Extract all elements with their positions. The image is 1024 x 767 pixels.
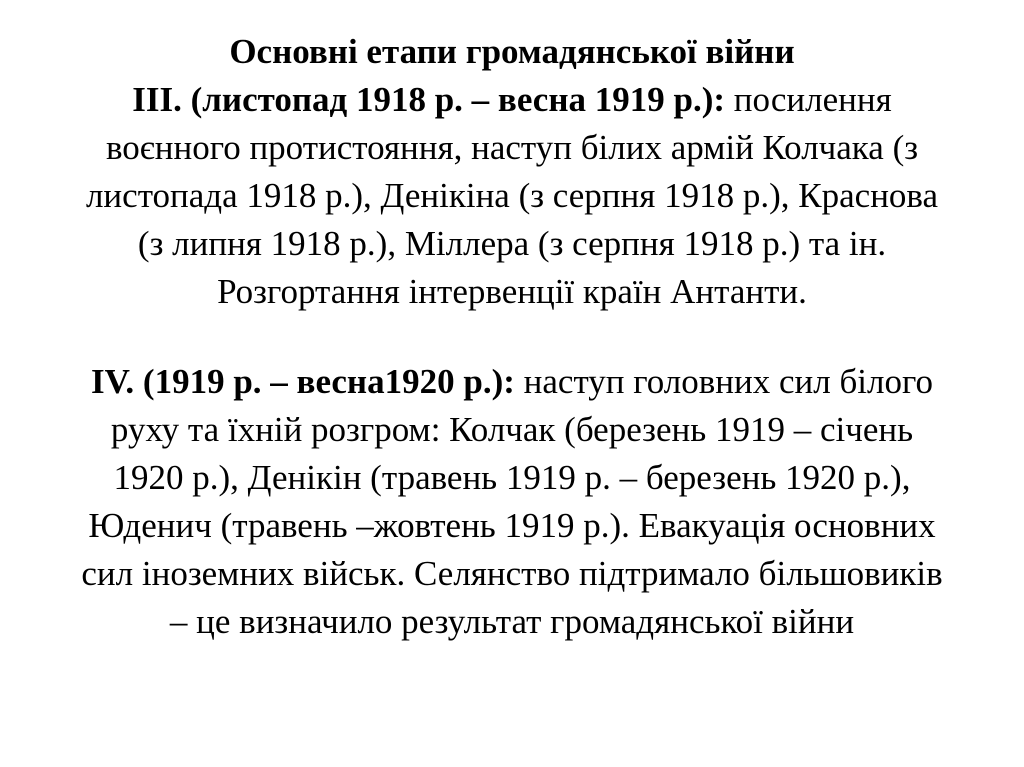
stage-3-line-5: Розгортання інтервенції країн Антанти.: [217, 272, 807, 311]
stage-4-lead: IV. (1919 р. – весна1920 р.):: [91, 362, 515, 401]
stage-4-line-2: руху та їхній розгром: Колчак (березень 1919 – січень: [110, 410, 914, 449]
stage-4-line-4: Юденич (травень –жовтень 1919 р.). Евакуація основних: [88, 506, 936, 545]
paragraph-spacer: [22, 316, 1002, 358]
stage-3-line-1: [22, 76, 1002, 124]
stage-3-line-3: листопада 1918 р.), Денікіна (з серпня 1918 р.), Краснова: [85, 176, 939, 215]
stage-4-line-6: – це визначило результат громадянської війни: [169, 602, 855, 641]
stage-3-line-1-text: посилення: [725, 80, 892, 119]
stage-4-line-1: [22, 358, 1002, 406]
stage-3-paragraph: [22, 76, 1002, 316]
stage-3-line-4: (з липня 1918 р.), Міллера (з серпня 1918 р.) та ін.: [137, 224, 887, 263]
stage-4-line-5: сил іноземних військ. Селянство підтримало більшовиків: [81, 554, 943, 593]
stage-4-line-3: 1920 р.), Денікін (травень 1919 р. – березень 1920 р.),: [113, 458, 911, 497]
stage-4-paragraph: [22, 358, 1002, 646]
stage-3-line-2: воєнного протистояння, наступ білих армій Колчака (з: [105, 128, 919, 167]
slide-title: Основні етапи громадянської війни: [229, 32, 795, 71]
stage-4-line-1-text: наступ головних сил білого: [514, 362, 933, 401]
stage-3-lead: III. (листопад 1918 р. – весна 1919 р.):: [132, 80, 726, 119]
slide-content: [22, 28, 1002, 646]
